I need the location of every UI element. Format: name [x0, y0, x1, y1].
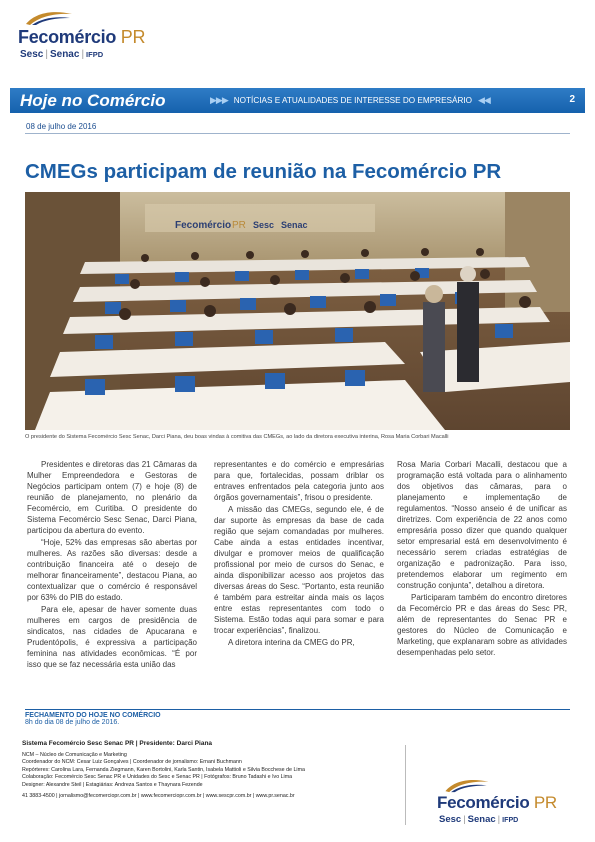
credit-line: Repórteres: Carolina Lara, Fernanda Ziegmann, Karen Bortolini, Karla Santin, Isabela Mattioli e Silvia Bocchese de Lima — [22, 766, 305, 773]
paragraph: representantes e do comércio e empresárias para que, fortalecidas, possam driblar os entraves enfrentados pela categoria junto aos órgãos governamentais”, frisou o presidente. — [214, 460, 384, 502]
logo-brand: Fecomércio PR — [18, 27, 146, 47]
paragraph: “Hoje, 52% das empresas são abertas por mulheres. As razões são diversas: desde a contribuição financeira até o desejo de melhorar financeiramente”, destacou Piana, ao contextualizar que o comércio é responsável por 63% do PIB do estado. — [27, 538, 197, 602]
article-headline: CMEGs participam de reunião na Fecomércio PR — [25, 160, 502, 183]
paragraph: Rosa Maria Corbari Macalli, destacou que a programação está voltada para o alinhamento dos objetivos das câmaras, para o planejamento e implementação de regulamentos. “Nosso anseio é de unificar as diretrizes. Com experiência de 22 anos como empresária posso dizer que quando qualquer setor empresarial está em desenvolvimento é necessário serem criadas estratégias de organização e padronização. Para isso, pretendemos elaborar um regimento em construção conjunta”, detalhou a diretora. — [397, 460, 567, 590]
closing-info — [25, 709, 570, 726]
banner-subtitle: NOTÍCIAS E ATUALIDADES DE INTERESSE DO EMPRESÁRIO — [233, 96, 473, 105]
divider — [25, 133, 570, 134]
credit-line: NCM – Núcleo de Comunicação e Marketing — [22, 751, 127, 758]
credit-line: Designer: Alexandre Steil | Estagiárias: Andreza Santos e Thaynara Fezende — [22, 781, 203, 788]
meeting-room-illustration — [25, 192, 570, 430]
page-number: 2 — [569, 94, 575, 105]
article-column-2 — [214, 459, 384, 649]
paragraph: Para ele, apesar de haver somente duas mulheres em cargos de presidência de sindicatos, nas cidades de Apucarana e Prudentópolis, é expressiva a participação feminina nas atividades econômicas. “É por isso que se faz necessária esta união das — [27, 605, 197, 669]
arrows-left-icon: ◀◀ — [478, 95, 490, 105]
credit-line: Coordenador do NCM: Cesar Luiz Gonçalves | Coordenador de jornalismo: Ernani Buchmann — [22, 759, 242, 766]
article-photo — [25, 192, 570, 430]
credits-block — [22, 740, 382, 800]
article-column-1 — [27, 459, 197, 671]
wall-logo-sesc: Sesc — [253, 220, 275, 230]
credits-heading: Sistema Fecomércio Sesc Senac PR | Presidente: Darci Piana — [22, 740, 213, 747]
arrows-right-icon: ▶▶▶ — [210, 95, 228, 105]
credit-line: Colaboração: Fecomércio Sesc Senac PR e Unidades do Sesc e Senac PR | Fotógrafos: Bruno Tadashi e Ivo Lima — [22, 774, 293, 781]
logo-subbrands: Sesc | Senac | IFPD — [439, 814, 519, 825]
contact-line: 41 3883-4500 | jornalismo@fecomerciopr.com.br | www.fecomerciopr.com.br | www.sescpr.com.br | www.pr.senac.br — [22, 792, 295, 799]
logo-brand: Fecomércio PR — [437, 793, 557, 812]
fecomercio-logo-footer — [437, 778, 587, 833]
banner-title: Hoje no Comércio — [20, 90, 166, 110]
logo-swoosh-icon — [443, 778, 491, 793]
article-column-3 — [397, 459, 567, 659]
wall-logo-region: PR — [232, 220, 246, 231]
issue-date: 08 de julho de 2016 — [26, 122, 97, 131]
wall-logo-brand: Fecomércio — [175, 220, 232, 231]
fecomercio-logo — [18, 10, 168, 65]
logo-swoosh-icon — [24, 10, 74, 26]
paragraph: A missão das CMEGs, segundo ele, é de dar suporte às empresas da base de cada região que sejam comandadas por mulheres. Cabe ainda a estas entidades incentivar, divulgar e promover meios de qualificação profissional por meio de cursos do Senac, e ainda disponibilizar acesso aos projetos das diversas áreas do Sesc. “Portanto, esta reunião é também para estreitar ainda mais os laços entre estas representantes com todo o Sistema. Estão todas aqui para somar e para trocar experiências”, finalizou. — [214, 505, 384, 635]
paragraph: A diretora interina da CMEG do PR, — [228, 638, 355, 647]
paragraph: Presidentes e diretoras das 21 Câmaras da Mulher Empreendedora e Gestoras de Negócios participam ontem (7) e hoje (8) de reunião de planejamento, no plenário da Fecomércio, em Curitiba. O presidente do Sistema Fecomércio Sesc Senac, Darci Piana, participou da abertura do evento. — [27, 460, 197, 535]
section-banner — [10, 88, 585, 113]
photo-caption: O presidente do Sistema Fecomércio Sesc Senac, Darci Piana, deu boas vindas à comitiva das CMEGs, ao lado da diretora executiva interina, Rosa Maria Corbari Macalli — [25, 434, 449, 440]
vertical-divider — [405, 745, 406, 825]
closing-title: FECHAMENTO DO HOJE NO COMÉRCIO — [25, 712, 161, 719]
wall-logo-senac: Senac — [281, 220, 308, 230]
paragraph: Participaram também do encontro diretores da Fecomércio PR e das áreas do Sesc PR, além de representantes do Senac PR e gestores do Núcleo de Comunicação e Marketing, que explanaram sobre as atividades desempenhadas pelo setor. — [397, 593, 567, 657]
closing-dates: 8h do dia 08 de julho de 2016. — [25, 719, 120, 726]
logo-subbrands: Sesc | Senac | IFPD — [20, 49, 104, 60]
